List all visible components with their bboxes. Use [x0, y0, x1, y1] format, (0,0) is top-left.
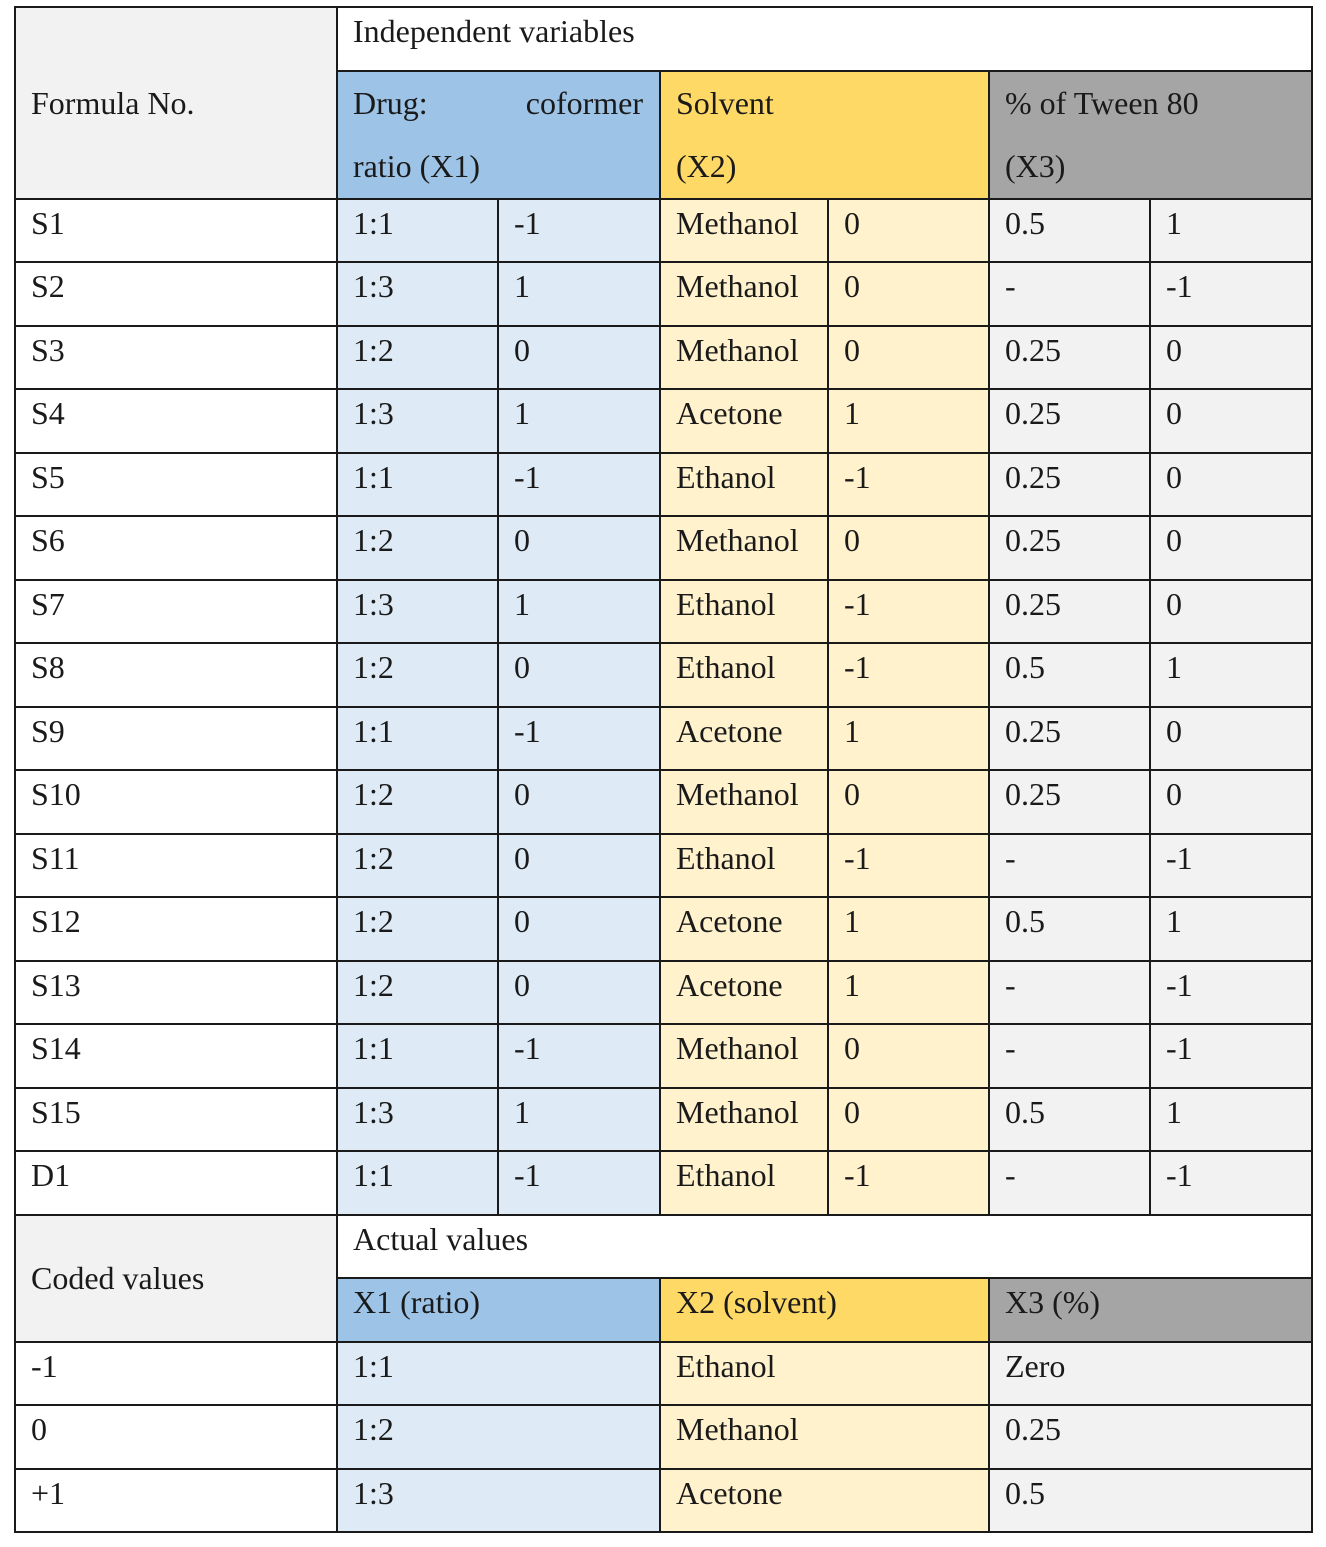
- table-row: [15, 1088, 1312, 1152]
- solvent-cell: Methanol: [660, 1024, 828, 1088]
- x1-header-line2: ratio (X1): [353, 147, 481, 184]
- x3-code-cell: 0: [1150, 326, 1312, 390]
- formula-id-cell: S8: [15, 643, 337, 707]
- formula-id-cell: S13: [15, 961, 337, 1025]
- solvent-cell: Methanol: [660, 262, 828, 326]
- coded-values-label: Coded values: [31, 1260, 205, 1296]
- tween-cell: 0.5: [989, 643, 1150, 707]
- ratio-cell: 1:1: [337, 1024, 498, 1088]
- x1-code-cell: 1: [498, 580, 660, 644]
- ratio-cell: 1:2: [337, 643, 498, 707]
- formula-id-cell: S3: [15, 326, 337, 390]
- x1-code-cell: -1: [498, 707, 660, 771]
- solvent-cell: Ethanol: [660, 453, 828, 517]
- x2-code-cell: -1: [828, 453, 989, 517]
- formula-id-cell: S7: [15, 580, 337, 644]
- tween-cell: 0.25: [989, 580, 1150, 644]
- x1-header-right: coformer: [525, 84, 643, 121]
- ratio-cell: 1:3: [337, 262, 498, 326]
- ratio-cell: 1:1: [337, 199, 498, 263]
- x1-code-cell: -1: [498, 1024, 660, 1088]
- x2-code-cell: 0: [828, 262, 989, 326]
- x3-header: [989, 71, 1312, 199]
- coded-x2-cell: Methanol: [660, 1405, 989, 1469]
- ratio-cell: 1:3: [337, 580, 498, 644]
- x3-code-cell: 0: [1150, 580, 1312, 644]
- x1-code-cell: 0: [498, 643, 660, 707]
- coded-x1-cell: 1:2: [337, 1405, 660, 1469]
- independent-variables-header: Independent variables: [337, 7, 1312, 71]
- tween-cell: 0.25: [989, 770, 1150, 834]
- coded-x3-cell: 0.5: [989, 1469, 1312, 1533]
- x3-header-line2: (X3): [1005, 147, 1066, 184]
- x3-code-cell: 1: [1150, 643, 1312, 707]
- table-row: [15, 326, 1312, 390]
- coded-values-header: [15, 1215, 337, 1342]
- x1-code-cell: 0: [498, 897, 660, 961]
- x2-code-cell: 0: [828, 1024, 989, 1088]
- coded-x1-cell: 1:3: [337, 1469, 660, 1533]
- x3-code-cell: 0: [1150, 770, 1312, 834]
- formula-id-cell: S11: [15, 834, 337, 898]
- tween-cell: 0.5: [989, 1088, 1150, 1152]
- x3-code-cell: -1: [1150, 961, 1312, 1025]
- solvent-cell: Ethanol: [660, 834, 828, 898]
- table-row: [15, 1151, 1312, 1215]
- coded-x3-cell: 0.25: [989, 1405, 1312, 1469]
- table-row: [15, 897, 1312, 961]
- x2-header: [660, 71, 989, 199]
- x3-code-cell: 1: [1150, 1088, 1312, 1152]
- ratio-cell: 1:1: [337, 707, 498, 771]
- coded-x2-cell: Acetone: [660, 1469, 989, 1533]
- solvent-cell: Methanol: [660, 326, 828, 390]
- x1-code-cell: 0: [498, 961, 660, 1025]
- x3-code-cell: 0: [1150, 707, 1312, 771]
- table-row: [15, 1024, 1312, 1088]
- x2-code-cell: -1: [828, 580, 989, 644]
- table-row: [15, 643, 1312, 707]
- ratio-cell: 1:1: [337, 1151, 498, 1215]
- x3-code-cell: 0: [1150, 453, 1312, 517]
- actual-values-header: Actual values: [337, 1215, 1312, 1279]
- formula-no-header: [15, 7, 337, 199]
- formula-id-cell: S5: [15, 453, 337, 517]
- x1-code-cell: 0: [498, 326, 660, 390]
- ratio-cell: 1:2: [337, 961, 498, 1025]
- x1-code-cell: 0: [498, 770, 660, 834]
- x2-code-cell: 0: [828, 1088, 989, 1152]
- x2-code-cell: -1: [828, 834, 989, 898]
- x1-code-cell: 1: [498, 262, 660, 326]
- formula-id-cell: S14: [15, 1024, 337, 1088]
- table-row: [15, 834, 1312, 898]
- table-row: [15, 707, 1312, 771]
- x3-code-cell: -1: [1150, 1024, 1312, 1088]
- x1-code-cell: 0: [498, 834, 660, 898]
- table-row: [15, 770, 1312, 834]
- x2-code-cell: 0: [828, 326, 989, 390]
- x2-header-line1: Solvent: [676, 84, 774, 121]
- x3-code-cell: 0: [1150, 516, 1312, 580]
- formula-id-cell: S6: [15, 516, 337, 580]
- x3-code-cell: -1: [1150, 262, 1312, 326]
- formulation-design-table: [14, 6, 1313, 1533]
- coded-x1-cell: 1:1: [337, 1342, 660, 1406]
- solvent-cell: Acetone: [660, 389, 828, 453]
- formula-id-cell: S10: [15, 770, 337, 834]
- ratio-cell: 1:3: [337, 389, 498, 453]
- formula-no-label: Formula No.: [31, 84, 195, 121]
- coded-row: [15, 1405, 1312, 1469]
- x2-code-cell: 1: [828, 707, 989, 771]
- table-row: [15, 389, 1312, 453]
- x2-code-cell: -1: [828, 1151, 989, 1215]
- x1-header-left: Drug:: [353, 84, 428, 121]
- tween-cell: -: [989, 961, 1150, 1025]
- formula-id-cell: S15: [15, 1088, 337, 1152]
- coded-x3-cell: Zero: [989, 1342, 1312, 1406]
- formula-id-cell: S9: [15, 707, 337, 771]
- table-row: [15, 516, 1312, 580]
- table-row: [15, 453, 1312, 517]
- ratio-cell: 1:2: [337, 897, 498, 961]
- x3-code-cell: -1: [1150, 1151, 1312, 1215]
- x2-code-cell: 1: [828, 897, 989, 961]
- coded-header-row-1: [15, 1215, 1312, 1279]
- table-row: [15, 580, 1312, 644]
- tween-cell: 0.5: [989, 897, 1150, 961]
- formula-id-cell: D1: [15, 1151, 337, 1215]
- solvent-cell: Acetone: [660, 961, 828, 1025]
- x1-header: [337, 71, 660, 199]
- tween-cell: -: [989, 834, 1150, 898]
- x2-code-cell: 0: [828, 516, 989, 580]
- x3-code-cell: -1: [1150, 834, 1312, 898]
- formula-id-cell: S2: [15, 262, 337, 326]
- solvent-cell: Ethanol: [660, 643, 828, 707]
- ratio-cell: 1:2: [337, 326, 498, 390]
- coded-row: [15, 1342, 1312, 1406]
- solvent-cell: Acetone: [660, 897, 828, 961]
- formula-id-cell: S12: [15, 897, 337, 961]
- x3-code-cell: 1: [1150, 199, 1312, 263]
- solvent-cell: Ethanol: [660, 580, 828, 644]
- x3-code-cell: 0: [1150, 389, 1312, 453]
- solvent-cell: Methanol: [660, 1088, 828, 1152]
- solvent-cell: Methanol: [660, 199, 828, 263]
- x2-code-cell: 1: [828, 961, 989, 1025]
- tween-cell: 0.5: [989, 199, 1150, 263]
- x2-code-cell: -1: [828, 643, 989, 707]
- x1-code-cell: 1: [498, 1088, 660, 1152]
- coded-value-cell: -1: [15, 1342, 337, 1406]
- tween-cell: 0.25: [989, 707, 1150, 771]
- tween-cell: 0.25: [989, 389, 1150, 453]
- table-row: [15, 961, 1312, 1025]
- x3-code-cell: 1: [1150, 897, 1312, 961]
- formula-id-cell: S4: [15, 389, 337, 453]
- tween-cell: 0.25: [989, 516, 1150, 580]
- x2-header-line2: (X2): [676, 147, 737, 184]
- tween-cell: -: [989, 1024, 1150, 1088]
- tween-cell: 0.25: [989, 453, 1150, 517]
- solvent-cell: Methanol: [660, 770, 828, 834]
- coded-x3-header: X3 (%): [989, 1278, 1312, 1342]
- x2-code-cell: 1: [828, 389, 989, 453]
- tween-cell: -: [989, 262, 1150, 326]
- coded-x1-header: X1 (ratio): [337, 1278, 660, 1342]
- formula-id-cell: S1: [15, 199, 337, 263]
- coded-x2-header: X2 (solvent): [660, 1278, 989, 1342]
- coded-value-cell: 0: [15, 1405, 337, 1469]
- coded-x2-cell: Ethanol: [660, 1342, 989, 1406]
- ratio-cell: 1:2: [337, 770, 498, 834]
- x1-code-cell: 0: [498, 516, 660, 580]
- ratio-cell: 1:3: [337, 1088, 498, 1152]
- solvent-cell: Acetone: [660, 707, 828, 771]
- table-row: [15, 262, 1312, 326]
- table-row: [15, 199, 1312, 263]
- solvent-cell: Methanol: [660, 516, 828, 580]
- x1-code-cell: -1: [498, 199, 660, 263]
- x2-code-cell: 0: [828, 199, 989, 263]
- coded-row: [15, 1469, 1312, 1533]
- x1-code-cell: -1: [498, 453, 660, 517]
- x3-header-line1: % of Tween 80: [1005, 84, 1199, 121]
- tween-cell: 0.25: [989, 326, 1150, 390]
- ratio-cell: 1:2: [337, 516, 498, 580]
- ratio-cell: 1:1: [337, 453, 498, 517]
- x2-code-cell: 0: [828, 770, 989, 834]
- x1-code-cell: 1: [498, 389, 660, 453]
- ratio-cell: 1:2: [337, 834, 498, 898]
- x1-code-cell: -1: [498, 1151, 660, 1215]
- coded-value-cell: +1: [15, 1469, 337, 1533]
- tween-cell: -: [989, 1151, 1150, 1215]
- solvent-cell: Ethanol: [660, 1151, 828, 1215]
- header-row-1: [15, 7, 1312, 71]
